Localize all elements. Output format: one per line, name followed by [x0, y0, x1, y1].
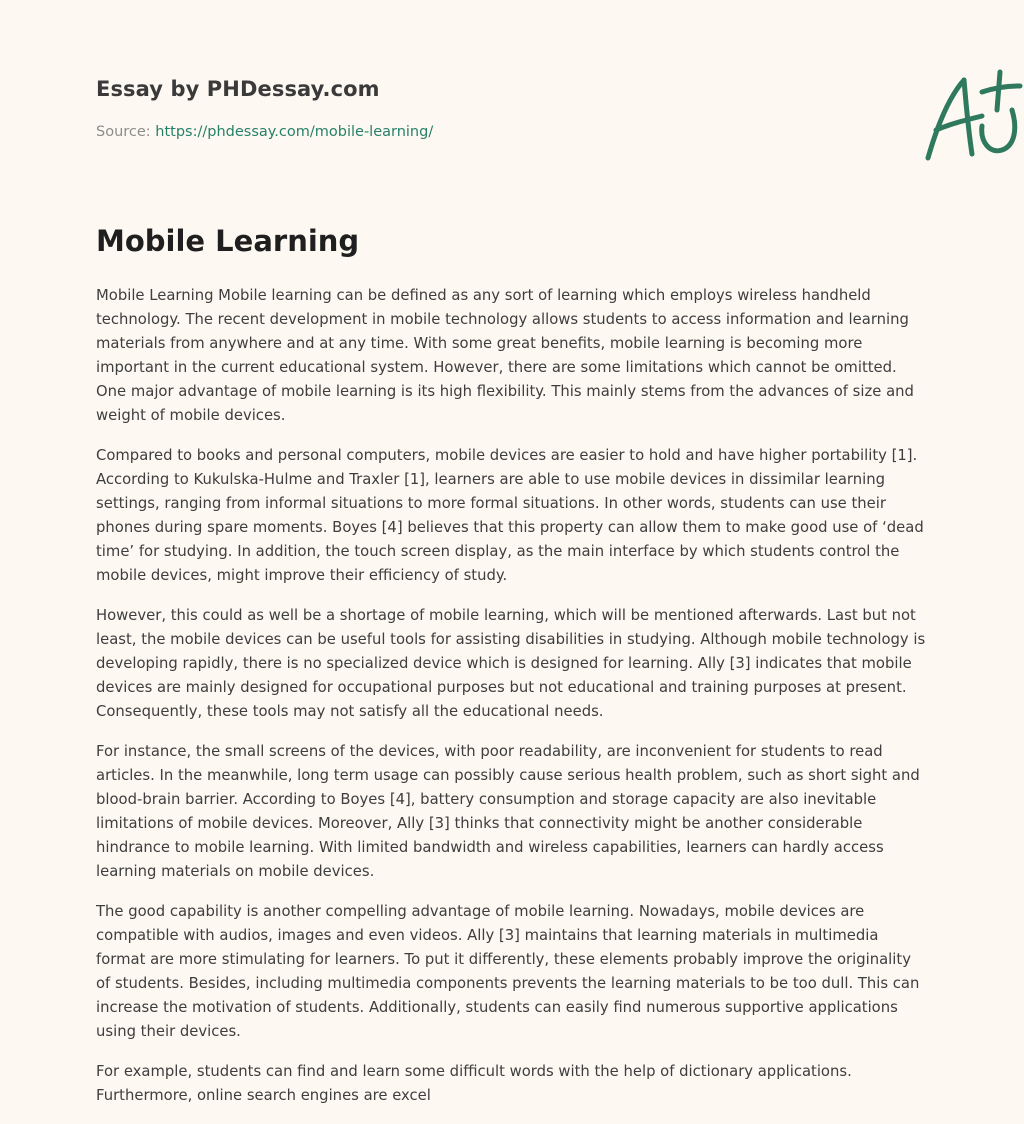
paragraph: For instance, the small screens of the devices, with poor readability, are inconvenient for students to read articles. In the meanwhile, long term usage can possibly cause serious health problem, such as short sight and blood-brain barrier. According to Boyes [4], battery consumption and storage capacity are also inevitable limitations of mobile devices. Moreover, Ally [3] thinks that connectivity might be another considerable hindrance to mobile learning. With limited bandwidth and wireless capabilities, learners can hardly access learning materials on mobile devices.: [96, 743, 920, 880]
source-link[interactable]: https://phdessay.com/mobile-learning/: [155, 124, 434, 140]
a-plus-logo-icon: [920, 68, 1024, 166]
paragraph: Compared to books and personal computers, mobile devices are easier to hold and have higher portability [1]. According to Kukulska-Hulme and Traxler [1], learners are able to use mobile devices in dissimilar learning settings, ranging from informal situations to more formal situations. In other words, students can use their phones during spare moments. Boyes [4] believes that this property can allow them to make good use of ‘dead time’ for studying. In addition, the touch screen display, as the main interface by which students control the mobile devices, might improve their efficiency of study.: [96, 447, 924, 584]
paragraph: However, this could as well be a shortage of mobile learning, which will be mentioned afterwards. Last but not least, the mobile devices can be useful tools for assisting disabilities in studying. Although mobile technology is developing rapidly, there is no specialized device which is designed for learning. Ally [3] indicates that mobile devices are mainly designed for occupational purposes but not educational and training purposes at present. Consequently, these tools may not satisfy all the educational needs.: [96, 607, 926, 720]
site-brand: Essay by PHDessay.com: [96, 77, 380, 101]
essay-body: [96, 284, 926, 1124]
source-label: Source:: [96, 124, 151, 140]
paragraph: Mobile Learning Mobile learning can be defined as any sort of learning which employs wireless handheld technology. The recent development in mobile technology allows students to access information and learning materials from anywhere and at any time. With some great benefits, mobile learning is becoming more important in the current educational system. However, there are some limitations which cannot be omitted. One major advantage of mobile learning is its high flexibility. This mainly stems from the advances of size and weight of mobile devices.: [96, 287, 914, 424]
source-line: [96, 124, 433, 140]
paragraph: For example, students can find and learn some difficult words with the help of dictionary applications. Furthermore, online search engines are excel: [96, 1063, 852, 1104]
essay-title: Mobile Learning: [96, 224, 360, 258]
paragraph: The good capability is another compelling advantage of mobile learning. Nowadays, mobile devices are compatible with audios, images and even videos. Ally [3] maintains that learning materials in multimedia format are more stimulating for learners. To put it differently, these elements probably improve the originality of students. Besides, including multimedia components prevents the learning materials to be too dull. This can increase the motivation of students. Additionally, students can easily find numerous supportive applications using their devices.: [96, 903, 920, 1040]
